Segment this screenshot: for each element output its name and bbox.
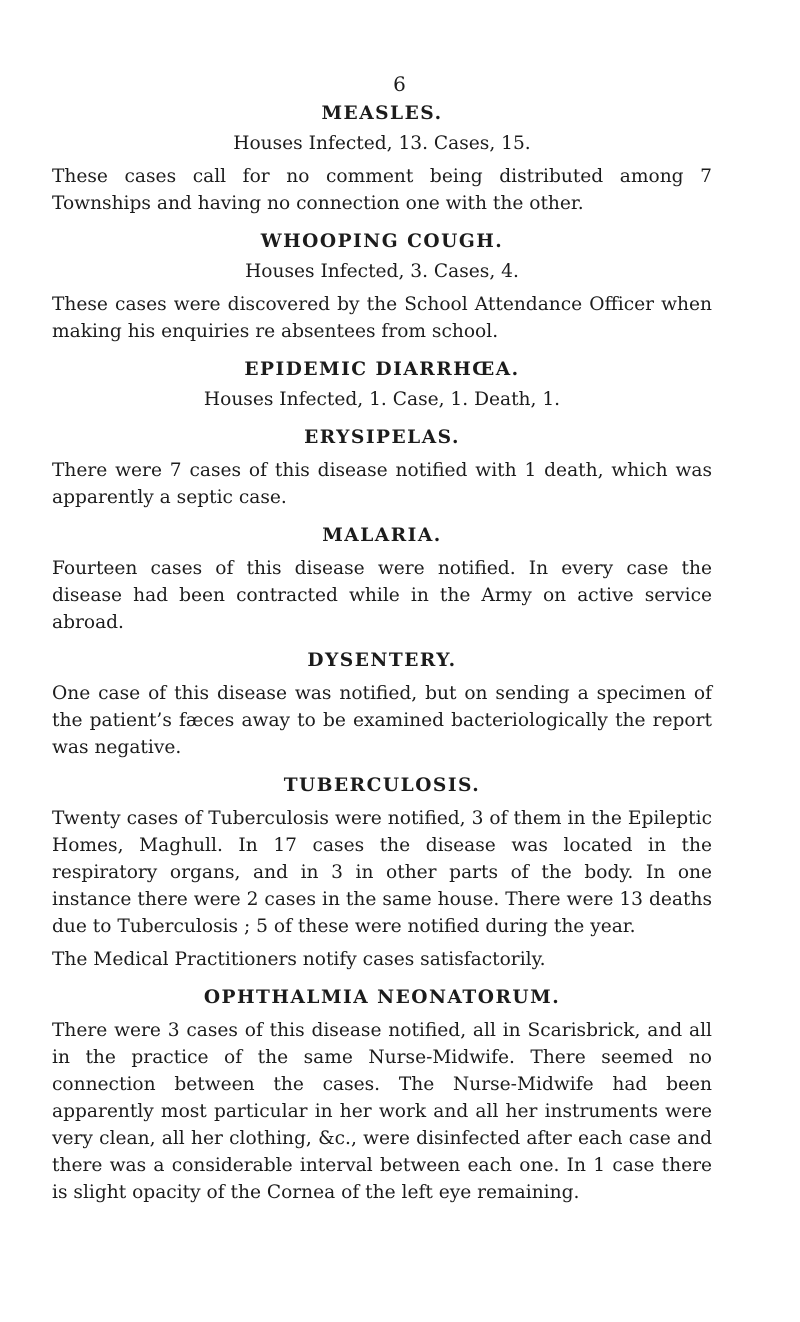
section-subline: Houses Infected, 3. Cases, 4. [245,261,519,282]
section-malaria [52,522,712,636]
section-text: There were 7 cases of this disease notified with 1 death, which was apparently a septic case. [52,460,712,508]
section-epidemic-diarrhoea [52,356,712,413]
section-measles [52,100,712,217]
section-subline: Houses Infected, 13. Cases, 15. [233,133,531,154]
section-text: Twenty cases of Tuberculosis were notified, 3 of them in the Epileptic Homes, Maghull. In 17 cases the disease was located in the respiratory organs, and in 3 in other parts of the body. In one instance there were 2 cases in the same house. There were 13 deaths due to Tuberculosis ; 5 of these were notified during the year. [52,808,712,937]
section-heading: DYSENTERY. [307,650,457,671]
page-number: 6 [393,72,407,96]
section-heading: WHOOPING COUGH. [260,231,504,252]
section-heading: OPHTHALMIA NEONATORUM. [203,987,561,1008]
section-erysipelas [52,424,712,511]
section-heading: EPIDEMIC DIARRHŒA. [244,359,520,380]
section-heading: MALARIA. [322,525,442,546]
section-ophthalmia-neonatorum [52,984,712,1206]
section-subline: Houses Infected, 1. Case, 1. Death, 1. [203,389,561,410]
section-heading: TUBERCULOSIS. [283,775,481,796]
section-text: These cases were discovered by the School Attendance Officer when making his enquiries re absentees from school. [52,294,712,342]
section-heading: MEASLES. [321,103,443,124]
section-text-secondary: The Medical Practitioners notify cases satisfactorily. [52,949,546,970]
section-dysentery [52,647,712,761]
section-text: Fourteen cases of this disease were notified. In every case the disease had been contracted while in the Army on active service abroad. [52,558,712,633]
section-text: One case of this disease was notified, but on sending a specimen of the patient’s fæces away to be examined bacteriologically the report was negative. [52,683,712,758]
section-heading: ERYSIPELAS. [304,427,460,448]
section-text: These cases call for no comment being distributed among 7 Townships and having no connection one with the other. [52,166,712,214]
section-text: There were 3 cases of this disease notified, all in Scarisbrick, and all in the practice of the same Nurse-Midwife. There seemed no connection between the cases. The Nurse-Midwife had been apparently most particular in her work and all her instruments were very clean, all her clothing, &c., were disinfected after each case and there was a considerable interval between each one. In 1 case there is slight opacity of the Cornea of the left eye remaining. [52,1020,712,1203]
section-whooping-cough [52,228,712,345]
section-tuberculosis [52,772,712,973]
report-body [52,100,712,1206]
